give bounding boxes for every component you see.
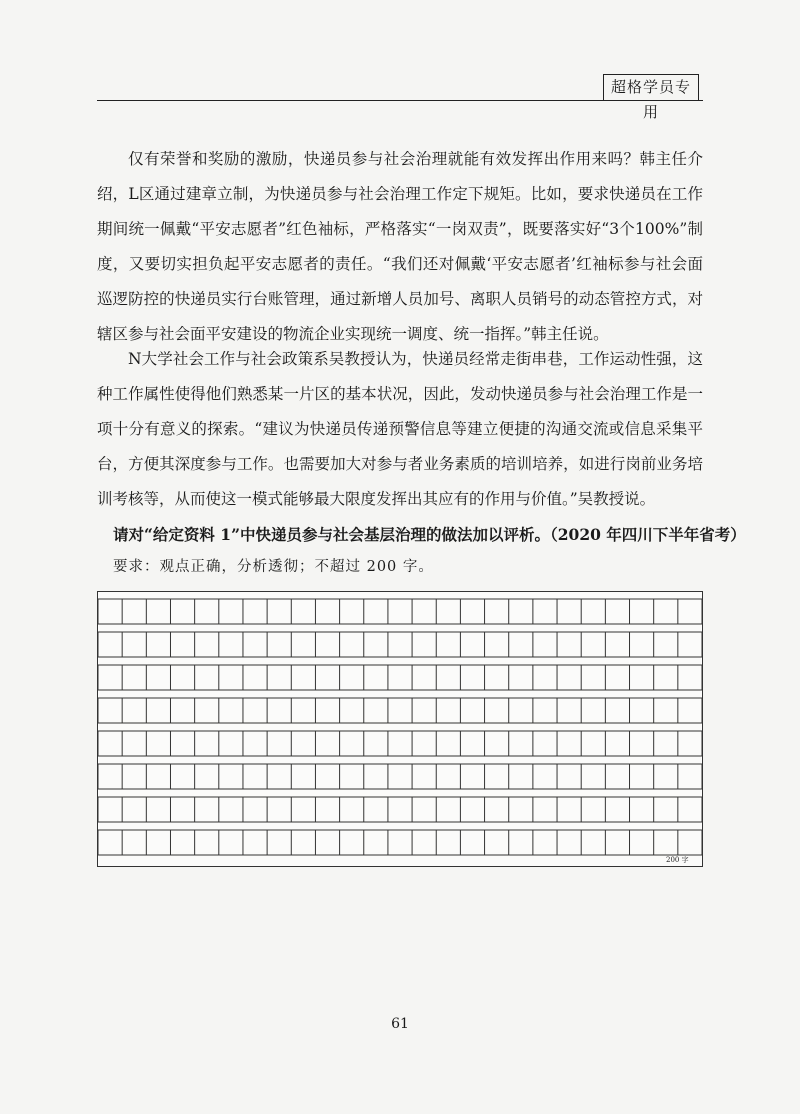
grid-row xyxy=(98,830,702,855)
grid-row xyxy=(98,632,702,657)
grid-row xyxy=(98,665,702,690)
page-number: 61 xyxy=(391,1016,409,1032)
grid-row xyxy=(98,698,702,723)
exclusive-tag: 超格学员专用 xyxy=(603,74,699,100)
grid-row xyxy=(98,731,702,756)
grid-row xyxy=(98,764,702,789)
paragraph-1: 仅有荣誉和奖励的激励，快递员参与社会治理就能有效发挥出作用来吗？韩主任介绍，L区通过建章立制，为快递员参与社会治理工作定下规矩。比如，要求快递员在工作期间统一佩戴“平安志愿者”红色袖标，严格落实“一岗双责”，既要落实好“3个100%”制度，又要切实担负起平安志愿者的责任。“我们还对佩戴‘平安志愿者’红袖标参与社会面巡逻防控的快递员实行台账管理，通过新增人员加号、离职人员销号的动态管控方式，对辖区参与社会面平安建设的物流企业实现统一调度、统一指挥。”韩主任说。 xyxy=(97,150,703,343)
paragraph-2: N大学社会工作与社会政策系吴教授认为，快递员经常走街串巷，工作运动性强，这种工作属性使得他们熟悉某一片区的基本状况，因此，发动快递员参与社会治理工作是一项十分有意义的探索。“建议为快递员传递预警信息等建立便捷的沟通交流或信息采集平台，方便其深度参与工作。也需要加大对参与者业务素质的培训培养，如进行岗前业务培训考核等，从而使这一模式能够最大限度发挥出其应有的作用与价值。”吴教授说。 xyxy=(97,350,703,508)
question-text: 请对“给定资料 1”中快递员参与社会基层治理的做法加以评析。（2020 年四川下半年省考） xyxy=(113,525,746,544)
grid-row xyxy=(98,599,702,624)
answer-grid-lines xyxy=(98,592,704,868)
requirement-text: 要求：观点正确，分析透彻；不超过 200 字。 xyxy=(113,559,434,575)
word-count-label: 200 字 xyxy=(666,856,689,864)
header-divider xyxy=(97,100,703,101)
answer-grid[interactable] xyxy=(97,591,703,867)
grid-row xyxy=(98,797,702,822)
